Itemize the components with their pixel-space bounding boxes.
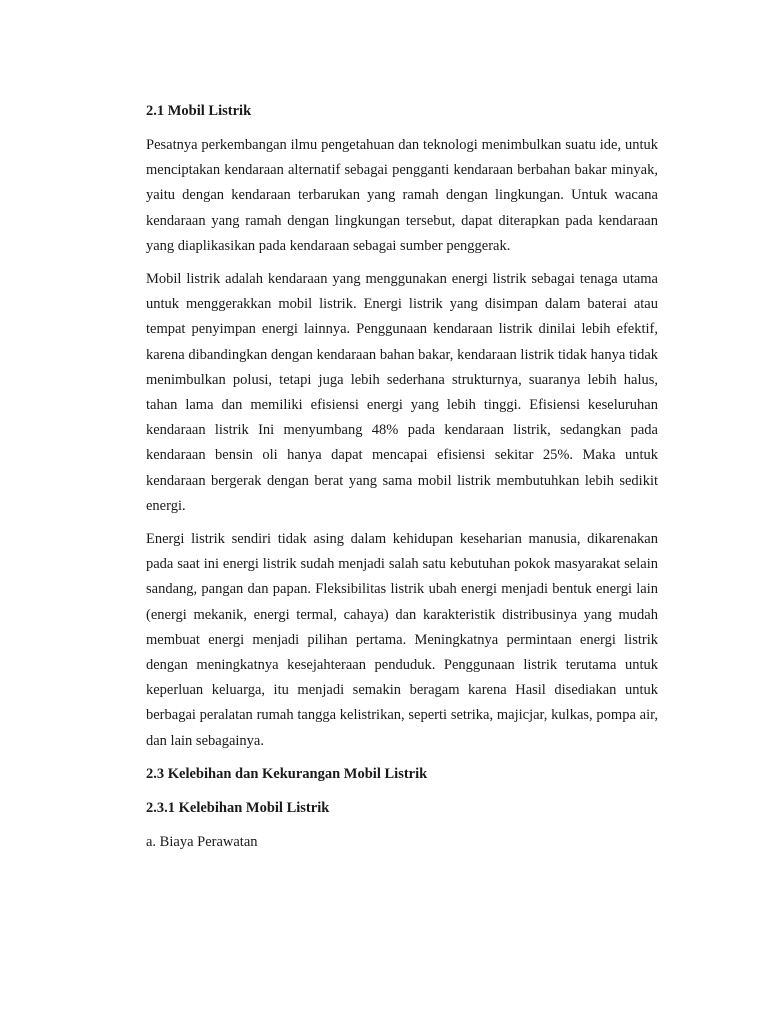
document-body [146,99,658,854]
section-heading-kelebihan-kekurangan: 2.3 Kelebihan dan Kekurangan Mobil Listrik [146,765,428,782]
paragraph-intro: Pesatnya perkembangan ilmu pengetahuan dan teknologi menimbulkan suatu ide, untuk menciptakan kendaraan alternatif sebagai pengganti kendaraan berbahan bakar minyak, yaitu dengan kendaraan terbarukan yang ramah dengan lingkungan. Untuk wacana kendaraan yang ramah dengan lingkungan tersebut, dapat diterapkan pada kendaraan yang diaplikasikan pada kendaraan sebagai sumber penggerak. [146,137,658,254]
subsection-heading-kelebihan: 2.3.1 Kelebihan Mobil Listrik [146,799,330,816]
paragraph-definition: Mobil listrik adalah kendaraan yang menggunakan energi listrik sebagai tenaga utama untuk menggerakkan mobil listrik. Energi listrik yang disimpan dalam baterai atau tempat penyimpan energi lainnya. Penggunaan kendaraan listrik dinilai lebih efektif, karena dibandingkan dengan kendaraan bahan bakar, kendaraan listrik tidak hanya tidak menimbulkan polusi, tetapi juga lebih sederhana strukturnya, suaranya lebih halus, tahan lama dan memiliki efisiensi energi yang lebih tinggi. Efisiensi keseluruhan kendaraan listrik Ini menyumbang 48% pada kendaraan listrik, sedangkan pada kendaraan bensin oli hanya dapat mencapai efisiensi sekitar 25%. Maka untuk kendaraan bergerak dengan berat yang sama mobil listrik membutuhkan lebih sedikit energi. [146,271,658,514]
section-heading-mobil-listrik: 2.1 Mobil Listrik [146,103,252,119]
paragraph-energy: Energi listrik sendiri tidak asing dalam kehidupan keseharian manusia, dikarenakan pada saat ini energi listrik sudah menjadi salah satu kebutuhan pokok masyarakat selain sandang, pangan dan papan. Fleksibilitas listrik ubah energi menjadi bentuk energi lain (energi mekanik, energi termal, cahaya) dan karakteristik distribusinya yang mudah membuat energi menjadi pilihan pertama. Meningkatnya permintaan energi listrik dengan meningkatnya kesejahteraan penduduk. Penggunaan listrik terutama untuk keperluan keluarga, itu menjadi semakin beragam karena Hasil disediakan untuk berbagai peralatan rumah tangga kelistrikan, seperti setrika, majicjar, kulkas, pompa air, dan lain sebagainya. [146,531,658,749]
list-item-biaya-perawatan: a. Biaya Perawatan [146,833,258,850]
